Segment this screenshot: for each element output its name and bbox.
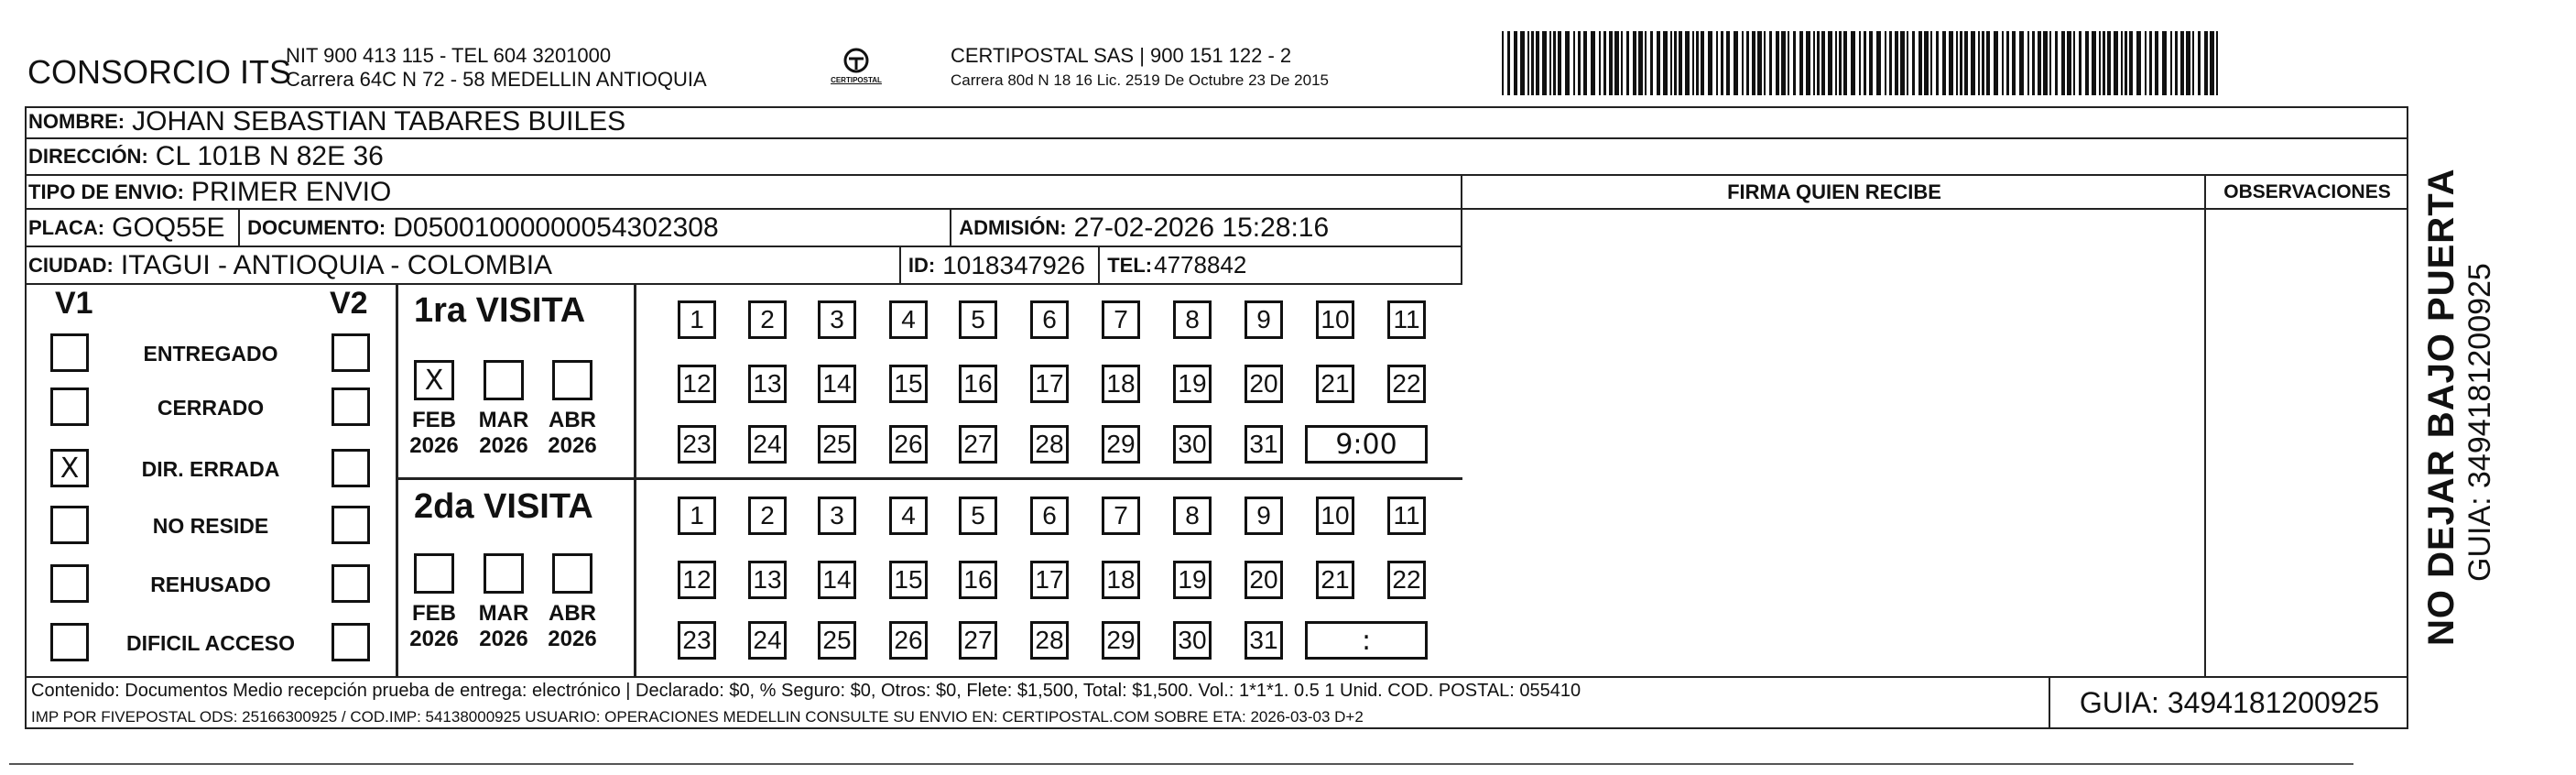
visit2-day-box[interactable]: 25 bbox=[818, 621, 856, 660]
direccion-value: CL 101B N 82E 36 bbox=[155, 141, 384, 171]
visit2-day-box[interactable]: 3 bbox=[818, 497, 856, 535]
barcode-bar bbox=[2012, 31, 2016, 95]
visit2-day-box[interactable]: 10 bbox=[1316, 497, 1354, 535]
barcode-bar bbox=[2180, 31, 2184, 95]
bottom-edge-line bbox=[9, 763, 2353, 765]
observaciones-header-text: OBSERVACIONES bbox=[2223, 180, 2391, 202]
barcode-bar bbox=[1531, 31, 1534, 95]
barcode-bar bbox=[2136, 31, 2141, 95]
barcode-bar bbox=[1638, 31, 1643, 95]
barcode-bar bbox=[2210, 31, 2214, 95]
barcode-bar bbox=[1721, 31, 1723, 95]
company-name: CONSORCIO ITS bbox=[27, 53, 292, 91]
barcode-bar bbox=[1851, 31, 1855, 95]
visit2-day-box[interactable]: 30 bbox=[1173, 621, 1212, 660]
visit2-day-box[interactable]: 22 bbox=[1387, 561, 1426, 599]
placa-label: PLACA: bbox=[28, 215, 105, 239]
v2-checkbox[interactable] bbox=[332, 623, 370, 661]
visit1-day-box[interactable]: 29 bbox=[1102, 425, 1140, 464]
visit1-month-checkbox[interactable] bbox=[552, 360, 592, 400]
barcode-bar bbox=[1971, 31, 1975, 95]
barcode-bar bbox=[1674, 31, 1677, 95]
visit1-day-box[interactable]: 1 bbox=[678, 300, 716, 339]
barcode-bar bbox=[1621, 31, 1623, 95]
visit1-month-label: FEB 2026 bbox=[409, 408, 459, 458]
barcode-bar bbox=[1558, 31, 1561, 95]
documento-value: D05001000000054302308 bbox=[393, 212, 719, 243]
barcode-bar bbox=[1821, 31, 1825, 95]
direccion-row bbox=[25, 139, 2408, 176]
visit2-day-box[interactable]: 12 bbox=[678, 561, 716, 599]
barcode-bar bbox=[1776, 31, 1779, 95]
barcode-bar bbox=[2192, 31, 2194, 95]
visit2-month-checkbox[interactable] bbox=[552, 553, 592, 594]
barcode-bar bbox=[1536, 31, 1539, 95]
barcode-bar bbox=[1603, 31, 1606, 95]
barcode-bar bbox=[1752, 31, 1755, 95]
barcode-bar bbox=[1942, 31, 1946, 95]
barcode-bar bbox=[1781, 31, 1786, 95]
visit2-day-box[interactable]: 17 bbox=[1030, 561, 1069, 599]
visit2-day-box[interactable]: 29 bbox=[1102, 621, 1140, 660]
visit2-day-box[interactable]: 5 bbox=[959, 497, 997, 535]
v2-label: V2 bbox=[330, 286, 368, 321]
v1-checkbox[interactable] bbox=[50, 388, 89, 426]
visit1-day-box[interactable]: 10 bbox=[1316, 300, 1354, 339]
barcode-bar bbox=[1734, 31, 1738, 95]
barcode-bar bbox=[1806, 31, 1810, 95]
barcode-bar bbox=[2067, 31, 2071, 95]
barcode-bar bbox=[1553, 31, 1556, 95]
ciudad-label: CIUDAD: bbox=[28, 253, 114, 277]
visit2-day-box[interactable]: 6 bbox=[1030, 497, 1069, 535]
visit2-day-box[interactable]: 7 bbox=[1102, 497, 1140, 535]
admision-value: 27-02-2026 15:28:16 bbox=[1073, 212, 1330, 243]
tipo-row bbox=[25, 176, 1462, 210]
barcode-bar bbox=[1960, 31, 1962, 95]
barcode-bar bbox=[2043, 31, 2048, 95]
barcode-bar bbox=[1565, 31, 1570, 95]
visit2-day-box[interactable]: 11 bbox=[1387, 497, 1426, 535]
v1-checkbox[interactable] bbox=[50, 333, 89, 372]
barcode-bar bbox=[1633, 31, 1636, 95]
barcode-bar bbox=[2103, 31, 2105, 95]
status-label: REHUSADO bbox=[150, 573, 271, 596]
visit1-day-box[interactable]: 9 bbox=[1245, 300, 1283, 339]
barcode-bar bbox=[1645, 31, 1647, 95]
visit1-day-box[interactable]: 3 bbox=[818, 300, 856, 339]
barcode-bar bbox=[1813, 31, 1815, 95]
visit1-day-box[interactable]: 14 bbox=[818, 365, 856, 403]
visit2-day-box[interactable]: 26 bbox=[889, 621, 928, 660]
barcode-bar bbox=[1657, 31, 1660, 95]
ciudad-row bbox=[25, 247, 1462, 285]
firma-column bbox=[1462, 176, 2206, 676]
barcode-bar bbox=[2085, 31, 2089, 95]
barcode-bar bbox=[1527, 31, 1529, 95]
barcode-bar bbox=[2204, 31, 2208, 95]
barcode-bar bbox=[1650, 31, 1653, 95]
barcode-bar bbox=[1520, 31, 1525, 95]
barcode-bar bbox=[1502, 31, 1504, 95]
barcode-bar bbox=[1663, 31, 1668, 95]
barcode-bar bbox=[2027, 31, 2029, 95]
barcode-bar bbox=[1591, 31, 1595, 95]
visit2-month-checkbox[interactable] bbox=[414, 553, 454, 594]
visit2-day-box[interactable]: 13 bbox=[748, 561, 787, 599]
barcode-bar bbox=[1956, 31, 1958, 95]
visit1-day-box[interactable]: 31 bbox=[1245, 425, 1283, 464]
visit2-month-label: FEB 2026 bbox=[409, 601, 459, 651]
visit2-day-box[interactable]: 4 bbox=[889, 497, 928, 535]
barcode-bar bbox=[1609, 31, 1613, 95]
v1-checkbox[interactable] bbox=[50, 623, 89, 661]
barcode-bar bbox=[1835, 31, 1837, 95]
footer-line2: IMP POR FIVEPOSTAL ODS: 25166300925 / COD.IMP: 54138000925 USUARIO: OPERACIONES MEDELLIN CONSULTE SU ENVIO EN: CERTIPOSTAL.COM SOBRE ETA: 2026-03-03 D+2 bbox=[31, 708, 1364, 726]
barcode-bar bbox=[1793, 31, 1796, 95]
visit1-day-box[interactable]: 21 bbox=[1316, 365, 1354, 403]
barcode-bar bbox=[1859, 31, 1861, 95]
barcode-bar bbox=[1764, 31, 1766, 95]
barcode-bar bbox=[1994, 31, 1998, 95]
visit2-day-box[interactable]: 24 bbox=[748, 621, 787, 660]
v1-checkbox[interactable] bbox=[50, 506, 89, 544]
barcode-bar bbox=[1679, 31, 1682, 95]
visit2-month-label: MAR 2026 bbox=[478, 601, 529, 651]
status-label: NO RESIDE bbox=[152, 514, 269, 538]
barcode-bar bbox=[1912, 31, 1915, 95]
footer-guia: GUIA: 3494181200925 bbox=[2079, 685, 2380, 719]
visit1-day-box[interactable]: 7 bbox=[1102, 300, 1140, 339]
visit1-day-box[interactable]: 12 bbox=[678, 365, 716, 403]
barcode-bar bbox=[1982, 31, 1984, 95]
visit2-day-box[interactable]: 9 bbox=[1245, 497, 1283, 535]
barcode-bar bbox=[1514, 31, 1517, 95]
barcode-bar bbox=[1986, 31, 1990, 95]
visit1-day-box[interactable]: 15 bbox=[889, 365, 928, 403]
barcode-bar bbox=[2162, 31, 2167, 95]
barcode-bar bbox=[1918, 31, 1922, 95]
tel-label: TEL: bbox=[1107, 253, 1153, 277]
visit2-time-box[interactable]: : bbox=[1305, 621, 1428, 660]
barcode-bar bbox=[1746, 31, 1749, 95]
barcode-bar bbox=[2038, 31, 2041, 95]
visit1-day-box[interactable]: 17 bbox=[1030, 365, 1069, 403]
barcode-bar bbox=[1692, 31, 1694, 95]
visit1-time-box[interactable]: 9:00 bbox=[1305, 425, 1428, 464]
barcode-bar bbox=[2155, 31, 2158, 95]
visit1-month-label: ABR 2026 bbox=[548, 408, 597, 458]
barcode-bar bbox=[2170, 31, 2172, 95]
barcode-bar bbox=[1716, 31, 1718, 95]
barcode-bar bbox=[1828, 31, 1832, 95]
barcode-bar bbox=[1708, 31, 1712, 95]
side-warning: NO DEJAR BAJO PUERTA bbox=[2421, 168, 2462, 646]
visit1-day-box[interactable]: 20 bbox=[1245, 365, 1283, 403]
visit1-day-box[interactable]: 27 bbox=[959, 425, 997, 464]
barcode bbox=[1502, 31, 2225, 95]
company-address: Carrera 64C N 72 - 58 MEDELLIN ANTIOQUIA bbox=[286, 68, 707, 91]
barcode-bar bbox=[2099, 31, 2101, 95]
visit1-month-checkbox[interactable] bbox=[484, 360, 524, 400]
barcode-bar bbox=[2032, 31, 2035, 95]
status-label: DIFICIL ACCESO bbox=[125, 631, 295, 655]
v2-checkbox[interactable] bbox=[332, 388, 370, 426]
visit1-day-box[interactable]: 8 bbox=[1173, 300, 1212, 339]
barcode-bar bbox=[1578, 31, 1581, 95]
visit2-month-checkbox[interactable] bbox=[484, 553, 524, 594]
firma-header-text: FIRMA QUIEN RECIBE bbox=[1727, 180, 1941, 203]
barcode-bar bbox=[2121, 31, 2123, 95]
visit1-day-box[interactable]: 6 bbox=[1030, 300, 1069, 339]
v2-checkbox[interactable] bbox=[332, 333, 370, 372]
barcode-bar bbox=[1769, 31, 1772, 95]
barcode-bar bbox=[2006, 31, 2009, 95]
nombre-value: JOHAN SEBASTIAN TABARES BUILES bbox=[132, 106, 626, 136]
barcode-bar bbox=[1670, 31, 1672, 95]
visit2-title: 2da VISITA bbox=[414, 487, 593, 526]
barcode-bar bbox=[2061, 31, 2065, 95]
barcode-bar bbox=[2055, 31, 2058, 95]
barcode-bar bbox=[1978, 31, 1980, 95]
visit2-day-box[interactable]: 16 bbox=[959, 561, 997, 599]
barcode-bar bbox=[1573, 31, 1575, 95]
visit2-day-box[interactable]: 23 bbox=[678, 621, 716, 660]
barcode-bar bbox=[2092, 31, 2096, 95]
barcode-bar bbox=[1614, 31, 1619, 95]
barcode-bar bbox=[2073, 31, 2075, 95]
barcode-bar bbox=[1583, 31, 1587, 95]
visit2-day-box[interactable]: 18 bbox=[1102, 561, 1140, 599]
barcode-bar bbox=[2145, 31, 2147, 95]
footer-guia-box bbox=[2049, 676, 2408, 729]
barcode-bar bbox=[1685, 31, 1690, 95]
visit2-month-label: ABR 2026 bbox=[548, 601, 597, 651]
placa-value: GOQ55E bbox=[112, 212, 225, 243]
visit2-day-box[interactable]: 14 bbox=[818, 561, 856, 599]
courier-address: Carrera 80d N 18 16 Lic. 2519 De Octubre 23 De 2015 bbox=[951, 71, 1329, 89]
barcode-bar bbox=[2002, 31, 2004, 95]
footer-line1: Contenido: Documentos Medio recepción prueba de entrega: electrónico | Declarado: $0, % Seguro: $0, Otros: $0, Flete: $1,500, Total: $1,500. Vol.: 1*1*1. 0.5 1 Unid. COD. POSTAL: 055410 bbox=[31, 681, 1581, 701]
visit2-day-box[interactable]: 15 bbox=[889, 561, 928, 599]
barcode-bar bbox=[1742, 31, 1744, 95]
status-label: CERRADO bbox=[157, 396, 265, 420]
status-label: ENTREGADO bbox=[143, 342, 278, 366]
visit1-day-box[interactable]: 11 bbox=[1387, 300, 1426, 339]
barcode-bar bbox=[1889, 31, 1892, 95]
barcode-bar bbox=[1895, 31, 1898, 95]
id-label: ID: bbox=[908, 253, 936, 277]
direccion-label: DIRECCIÓN: bbox=[28, 145, 148, 168]
barcode-bar bbox=[1924, 31, 1929, 95]
visit1-day-box[interactable]: 24 bbox=[748, 425, 787, 464]
barcode-bar bbox=[1542, 31, 1547, 95]
firma-header bbox=[1462, 176, 2206, 210]
v1-label: V1 bbox=[55, 286, 93, 321]
visit1-month-label: MAR 2026 bbox=[478, 408, 529, 458]
barcode-bar bbox=[1626, 31, 1629, 95]
barcode-bar bbox=[1936, 31, 1939, 95]
barcode-bar bbox=[1869, 31, 1873, 95]
visit1-day-box[interactable]: 19 bbox=[1173, 365, 1212, 403]
nombre-label: NOMBRE: bbox=[28, 110, 125, 133]
barcode-bar bbox=[1701, 31, 1704, 95]
tipo-value: PRIMER ENVIO bbox=[190, 176, 392, 207]
observaciones-header bbox=[2206, 176, 2408, 210]
status-label: DIR. ERRADA bbox=[141, 457, 280, 481]
barcode-bar bbox=[2175, 31, 2178, 95]
logo-text: CERTIPOSTAL bbox=[831, 76, 882, 84]
visit1-day-box[interactable]: 30 bbox=[1173, 425, 1212, 464]
barcode-bar bbox=[1726, 31, 1730, 95]
barcode-bar bbox=[1864, 31, 1866, 95]
visit2-day-box[interactable]: 28 bbox=[1030, 621, 1069, 660]
courier-logo bbox=[829, 42, 884, 97]
barcode-bar bbox=[1876, 31, 1881, 95]
barcode-bar bbox=[1900, 31, 1905, 95]
placa-row bbox=[25, 210, 1462, 247]
courier-name: CERTIPOSTAL SAS | 900 151 122 - 2 bbox=[951, 44, 1292, 67]
barcode-bar bbox=[1949, 31, 1953, 95]
barcode-bar bbox=[2114, 31, 2118, 95]
barcode-bar bbox=[1839, 31, 1842, 95]
visit1-day-box[interactable]: 18 bbox=[1102, 365, 1140, 403]
tel-value: 4778842 bbox=[1154, 251, 1247, 278]
barcode-bar bbox=[2107, 31, 2111, 95]
barcode-bar bbox=[2186, 31, 2190, 95]
v2-checkbox[interactable] bbox=[332, 506, 370, 544]
barcode-bar bbox=[1757, 31, 1762, 95]
barcode-bar bbox=[2216, 31, 2218, 95]
ciudad-value: ITAGUI - ANTIOQUIA - COLOMBIA bbox=[120, 249, 553, 280]
visit1-day-box[interactable]: 13 bbox=[748, 365, 787, 403]
barcode-bar bbox=[1930, 31, 1932, 95]
visit2-day-box[interactable]: 8 bbox=[1173, 497, 1212, 535]
visit2-day-box[interactable]: 19 bbox=[1173, 561, 1212, 599]
v1-checkbox[interactable]: X bbox=[50, 449, 89, 487]
barcode-bar bbox=[2149, 31, 2152, 95]
visit1-day-box[interactable]: 25 bbox=[818, 425, 856, 464]
side-text bbox=[2421, 115, 2540, 646]
v2-checkbox[interactable] bbox=[332, 564, 370, 603]
barcode-bar bbox=[2049, 31, 2051, 95]
tipo-label: TIPO DE ENVIO: bbox=[28, 180, 184, 203]
visit1-day-box[interactable]: 16 bbox=[959, 365, 997, 403]
visit1-day-box[interactable]: 22 bbox=[1387, 365, 1426, 403]
v1-checkbox[interactable] bbox=[50, 564, 89, 603]
visit1-day-box[interactable]: 28 bbox=[1030, 425, 1069, 464]
barcode-bar bbox=[1549, 31, 1551, 95]
company-nit: NIT 900 413 115 - TEL 604 3201000 bbox=[286, 44, 612, 67]
barcode-bar bbox=[1964, 31, 1968, 95]
visit1-day-box[interactable]: 5 bbox=[959, 300, 997, 339]
visit1-month-checkbox[interactable]: X bbox=[414, 360, 454, 400]
barcode-bar bbox=[2198, 31, 2201, 95]
barcode-bar bbox=[1843, 31, 1847, 95]
side-guia: GUIA: 3494181200925 bbox=[2462, 263, 2497, 582]
barcode-bar bbox=[1788, 31, 1789, 95]
barcode-bar bbox=[2079, 31, 2081, 95]
barcode-bar bbox=[2019, 31, 2024, 95]
barcode-bar bbox=[1885, 31, 1886, 95]
v2-checkbox[interactable] bbox=[332, 449, 370, 487]
visit2-day-box[interactable]: 1 bbox=[678, 497, 716, 535]
visit1-title: 1ra VISITA bbox=[414, 291, 586, 330]
barcode-bar bbox=[2129, 31, 2133, 95]
id-value: 1018347926 bbox=[942, 250, 1085, 279]
barcode-bar bbox=[1799, 31, 1803, 95]
visit1-day-box[interactable]: 2 bbox=[748, 300, 787, 339]
nombre-row bbox=[25, 106, 2408, 139]
visit2-day-box[interactable]: 2 bbox=[748, 497, 787, 535]
barcode-bar bbox=[1907, 31, 1908, 95]
visit1-day-box[interactable]: 26 bbox=[889, 425, 928, 464]
admision-label: ADMISIÓN: bbox=[959, 215, 1067, 239]
visit2-day-box[interactable]: 20 bbox=[1245, 561, 1283, 599]
visit2-day-box[interactable]: 31 bbox=[1245, 621, 1283, 660]
barcode-bar bbox=[1696, 31, 1699, 95]
barcode-bar bbox=[1599, 31, 1601, 95]
visit2-day-box[interactable]: 21 bbox=[1316, 561, 1354, 599]
documento-label: DOCUMENTO: bbox=[247, 215, 386, 239]
barcode-bar bbox=[2125, 31, 2127, 95]
barcode-bar bbox=[1507, 31, 1510, 95]
visit1-day-box[interactable]: 4 bbox=[889, 300, 928, 339]
visit2-day-box[interactable]: 27 bbox=[959, 621, 997, 660]
barcode-bar bbox=[1817, 31, 1820, 95]
visit1-day-box[interactable]: 23 bbox=[678, 425, 716, 464]
